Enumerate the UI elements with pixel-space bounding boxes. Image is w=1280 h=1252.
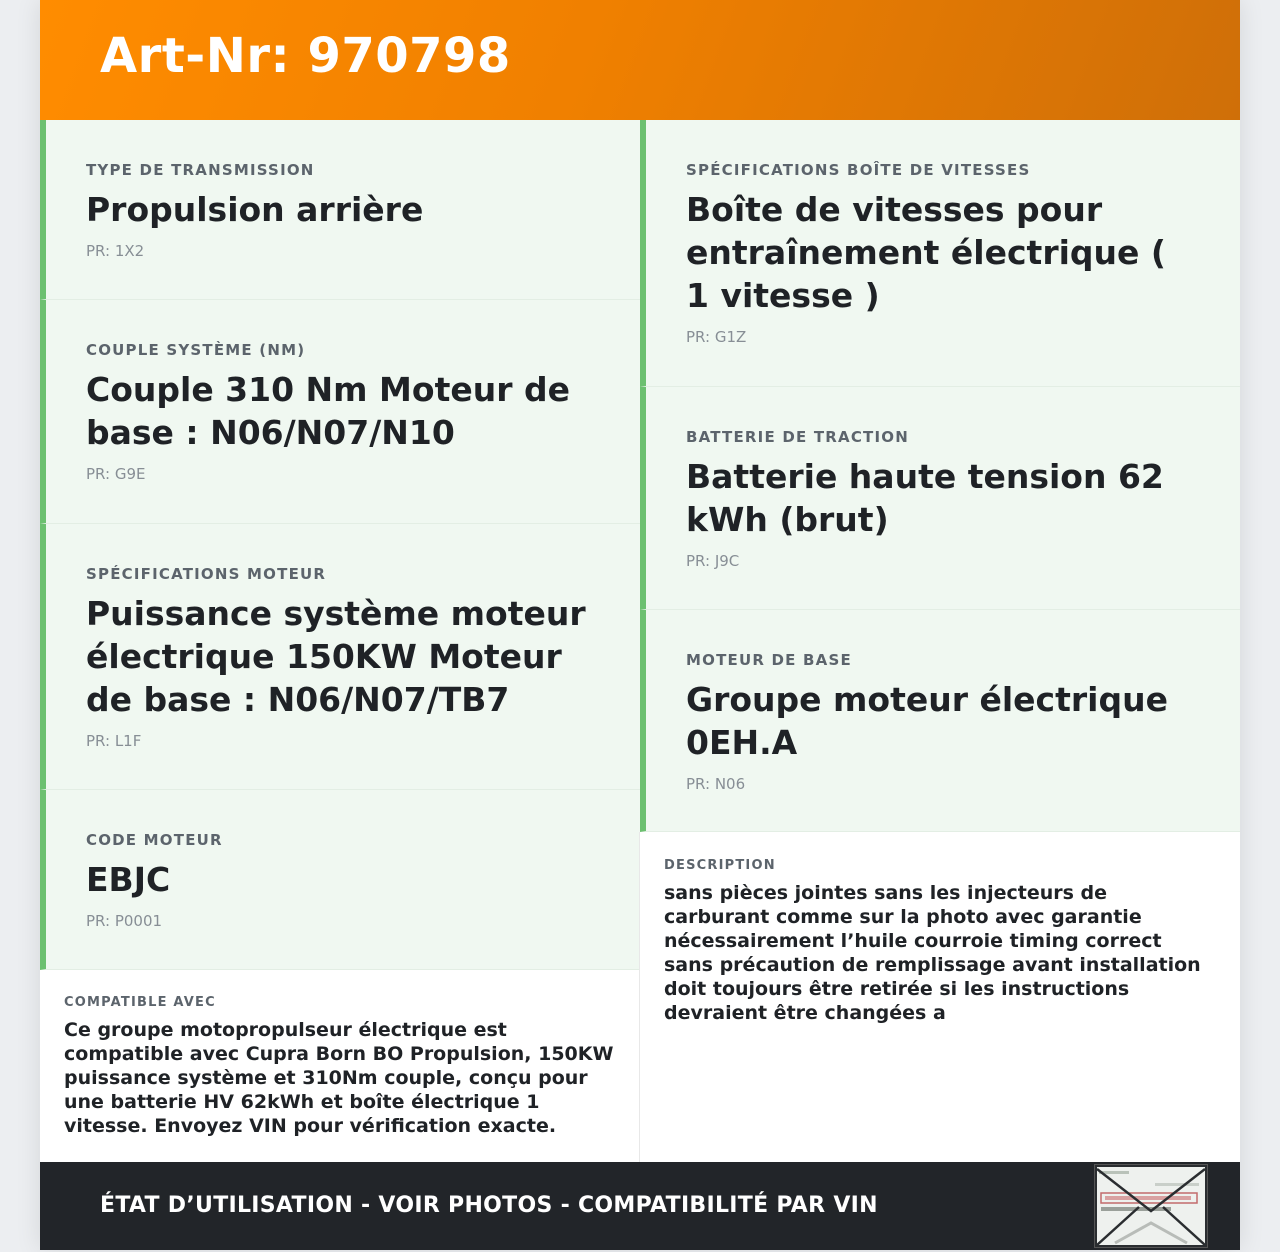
spec-card-gearbox: [640, 120, 1240, 387]
description-text: sans pièces jointes sans les injecteurs de carburant comme sur la photo avec garantie nécessairement l’huile courroie timing correct sans précaution de remplissage avant installation doit toujours être retirée si les instructions devraient être changées a: [664, 882, 1201, 1024]
description-label: DESCRIPTION: [664, 858, 776, 873]
spec-label: COUPLE SYSTÈME (NM): [86, 341, 306, 359]
spec-value: Propulsion arrière: [86, 190, 424, 229]
compatible-text: Ce groupe motopropulseur électrique est compatible avec Cupra Born BO Propulsion, 150KW puissance système et 310Nm couple, conçu pour une batterie HV 62kWh et boîte électrique 1 vitesse. Envoyez VIN pour vérification exacte.: [64, 1019, 614, 1137]
spec-card-engine-code: [40, 790, 640, 970]
spec-value: Batterie haute tension 62 kWh (brut): [686, 457, 1164, 539]
footer-text: ÉTAT D’UTILISATION - VOIR PHOTOS - COMPATIBILITÉ PAR VIN: [100, 1193, 878, 1218]
spec-card-torque: [40, 300, 640, 524]
spec-code: PR: 1X2: [86, 242, 145, 260]
spec-code: PR: N06: [686, 775, 746, 793]
page-title: Art-Nr: 970798: [100, 28, 511, 84]
spec-code: PR: G1Z: [686, 328, 747, 346]
page: [40, 0, 1240, 1250]
spec-card-base-motor: [640, 610, 1240, 832]
spec-code: PR: P0001: [86, 912, 163, 930]
spec-label: SPÉCIFICATIONS BOÎTE DE VITESSES: [686, 161, 1031, 179]
description-section: [640, 857, 1240, 1025]
header-banner: [40, 0, 1240, 120]
spec-label: TYPE DE TRANSMISSION: [86, 161, 315, 179]
spec-code: PR: L1F: [86, 732, 142, 750]
spec-value: Puissance système moteur électrique 150KW Moteur de base : N06/N07/TB7: [86, 594, 586, 719]
specs-left-column: [40, 120, 640, 970]
spec-value: EBJC: [86, 860, 171, 899]
footer-bar: [40, 1162, 1240, 1250]
envelope-svg: [1095, 1165, 1207, 1247]
spec-value: Couple 310 Nm Moteur de base : N06/N07/N10: [86, 370, 570, 452]
spec-code: PR: J9C: [686, 552, 740, 570]
spec-code: PR: G9E: [86, 465, 146, 483]
compatible-section: [40, 994, 639, 1138]
spec-card-motor: [40, 524, 640, 790]
compatible-label: COMPATIBLE AVEC: [64, 995, 216, 1010]
specs-right-column: [640, 120, 1240, 832]
mail-envelope-icon[interactable]: [1094, 1164, 1208, 1248]
spec-card-transmission: [40, 120, 640, 300]
spec-label: MOTEUR DE BASE: [686, 651, 852, 669]
spec-label: SPÉCIFICATIONS MOTEUR: [86, 565, 327, 583]
spec-card-battery: [640, 387, 1240, 610]
spec-label: CODE MOTEUR: [86, 831, 223, 849]
spec-value: Groupe moteur électrique 0EH.A: [686, 680, 1168, 762]
spec-value: Boîte de vitesses pour entraînement électrique ( 1 vitesse ): [686, 190, 1166, 315]
spec-label: BATTERIE DE TRACTION: [686, 428, 909, 446]
